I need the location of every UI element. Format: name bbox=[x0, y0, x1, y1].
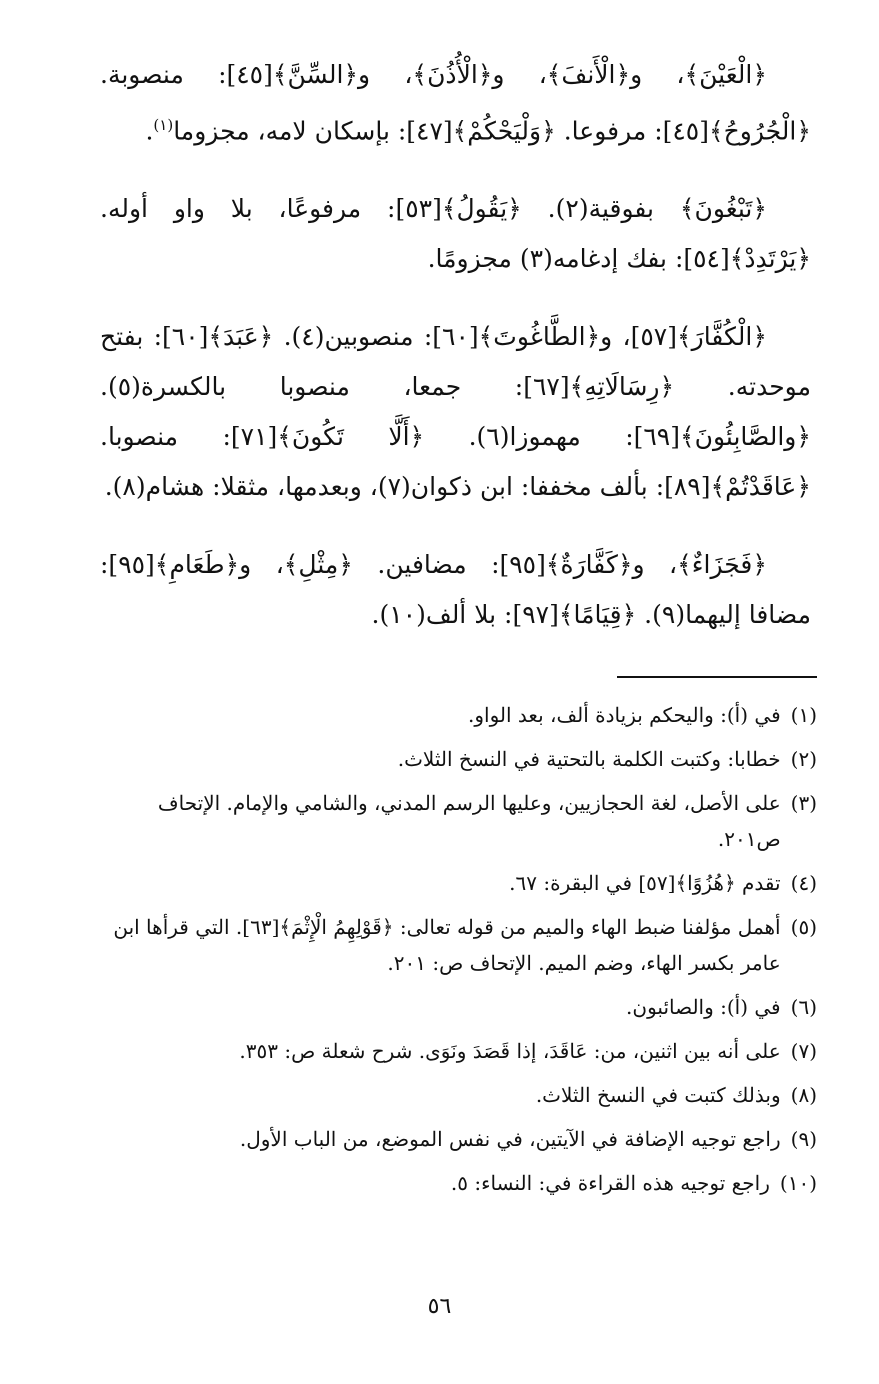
footnote-text: على أنه بين اثنين، من: عَاقَدَ، إذا قَصَدَ ونَوَى. شرح شعلة ص: ٣٥٣. bbox=[239, 1039, 781, 1063]
footnote-text: على الأصل، لغة الحجازيين، وعليها الرسم المدني، والشامي والإمام. الإتحاف ص٢٠١. bbox=[157, 791, 781, 851]
footnote-separator bbox=[617, 676, 817, 678]
footnote-text: في (أ): واليحكم بزيادة ألف، بعد الواو. bbox=[468, 703, 781, 727]
footnote bbox=[92, 1033, 817, 1069]
footnote-number: (١) bbox=[790, 703, 817, 727]
footnote-text: وبذلك كتبت في النسخ الثلاث. bbox=[535, 1083, 781, 1107]
text-line: ﴿يَرْتَدِدْ﴾[٥٤]: بفك إدغامه(٣) مجزومًا. bbox=[427, 244, 811, 274]
text-line: ﴿الْكُفَّارَ﴾[٥٧]، و﴿الطَّاغُوتَ﴾[٦٠]: منصوبين(٤). ﴿عَبَدَ﴾[٦٠]: بفتح bbox=[100, 322, 767, 352]
footnote-number: (٨) bbox=[790, 1083, 817, 1107]
text-line: ﴿الْعَيْنَ﴾، و﴿الْأَنفَ﴾، و﴿الْأُذُنَ﴾، و﴿السِّنَّ﴾[٤٥]: منصوبة. bbox=[100, 60, 767, 89]
footnote bbox=[92, 1165, 817, 1201]
footnote-number: (٤) bbox=[790, 871, 817, 895]
footnote bbox=[92, 865, 817, 901]
footnote-number: (٣) bbox=[790, 791, 817, 815]
footnote-number: (١٠) bbox=[779, 1171, 817, 1195]
footnote-text: راجع توجيه هذه القراءة في: النساء: ٥. bbox=[450, 1171, 770, 1195]
footnote bbox=[92, 909, 817, 981]
footnote bbox=[92, 741, 817, 777]
text-line: ﴿والصَّابِئُونَ﴾[٦٩]: مهموزا(٦). ﴿أَلَّا تَكُونَ﴾[٧١]: منصوبا. bbox=[100, 422, 811, 452]
footnote-text: راجع توجيه الإضافة في الآيتين، في نفس الموضع، من الباب الأول. bbox=[239, 1127, 781, 1151]
footnote-number: (٢) bbox=[790, 747, 817, 771]
footnote bbox=[92, 697, 817, 733]
main-text bbox=[100, 50, 811, 668]
line-end-mark: . bbox=[145, 116, 154, 146]
footnote-text: أهمل مؤلفنا ضبط الهاء والميم من قوله تعالى: ﴿قَوْلِهِمُ الْإِثْمَ﴾[٦٣]. التي قرأها ابن عامر بكسر الهاء، وضم الميم. الإتحاف ص: ٢٠١. bbox=[113, 915, 781, 975]
footnotes bbox=[92, 697, 817, 1209]
text-line: موحدته. ﴿رِسَالَاتِهِ﴾[٦٧]: جمعا، منصوبا بالكسرة(٥). bbox=[100, 372, 811, 402]
text-line: مضافا إليهما(٩). ﴿قِيَامًا﴾[٩٧]: بلا ألف(١٠). bbox=[371, 600, 811, 630]
footnote-number: (٦) bbox=[790, 995, 817, 1019]
footnote-number: (٥) bbox=[790, 915, 817, 939]
footnote bbox=[92, 785, 817, 857]
paragraph-2 bbox=[100, 184, 811, 284]
footnote-text: في (أ): والصائبون. bbox=[626, 995, 781, 1019]
paragraph-4 bbox=[100, 540, 811, 640]
footnote-text: تقدم ﴿هُزُوًا﴾[٥٧] في البقرة: ٦٧. bbox=[509, 871, 781, 895]
text-line: ﴿تَبْغُونَ﴾ بفوقية(٢). ﴿يَقُولُ﴾[٥٣]: مرفوعًا، بلا واو أوله. bbox=[100, 194, 767, 224]
footnote bbox=[92, 1121, 817, 1157]
text-line-body: ﴿الْجُرُوحُ﴾[٤٥]: مرفوعا. ﴿وَلْيَحْكُمْ﴾[٤٧]: بإسكان لامه، مجزوما bbox=[173, 116, 811, 146]
footnote-number: (٧) bbox=[790, 1039, 817, 1063]
footnote bbox=[92, 989, 817, 1025]
footnote bbox=[92, 1077, 817, 1113]
paragraph-1 bbox=[100, 50, 811, 156]
page-number: ٥٦ bbox=[427, 1294, 452, 1319]
footnote-number: (٩) bbox=[790, 1127, 817, 1151]
text-line: ﴿عَاقَدْتُمْ﴾[٨٩]: بألف مخففا: ابن ذكوان(٧)، وبعدمها، مثقلا: هشام(٨). bbox=[104, 472, 811, 502]
paragraph-3 bbox=[100, 312, 811, 512]
text-line: ﴿فَجَزَاءٌ﴾، و﴿كَفَّارَةٌ﴾[٩٥]: مضافين. ﴿مِثْلِ﴾، و﴿طَعَامِ﴾[٩٥]: bbox=[100, 550, 767, 580]
text-line bbox=[100, 100, 811, 156]
footnote-ref: (١) bbox=[153, 116, 174, 134]
footnote-text: خطابا: وكتبت الكلمة بالتحتية في النسخ الثلاث. bbox=[397, 747, 781, 771]
